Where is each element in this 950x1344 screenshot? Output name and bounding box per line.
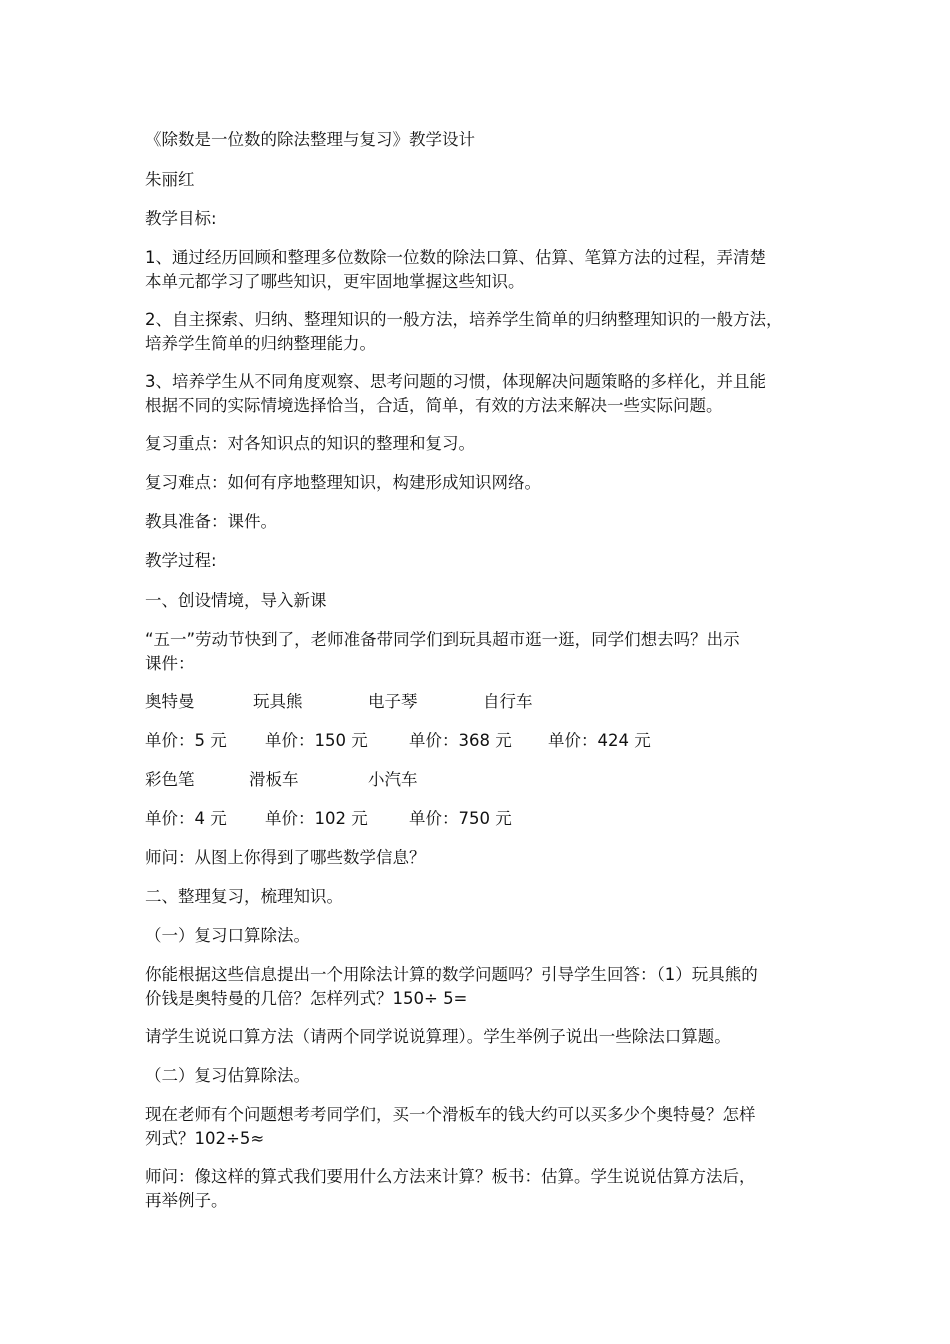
key-point: 复习重点：对各知识点的知识的整理和复习。 — [145, 434, 475, 453]
subsection-1-heading: （一）复习口算除法。 — [145, 926, 310, 945]
oral-line-2: 价钱是奥特曼的几倍？怎样列式？150÷ 5= — [145, 989, 468, 1008]
goal-3-line-2: 根据不同的实际情境选择恰当，合适，简单，有效的方法来解决一些实际问题。 — [145, 396, 723, 415]
item-name: 自行车 — [483, 692, 533, 711]
section-1-heading: 一、创设情境，导入新课 — [145, 591, 327, 610]
author-name: 朱丽红 — [145, 170, 195, 189]
teacher-question-1: 师问：从图上你得到了哪些数学信息？ — [145, 848, 426, 867]
item-name: 电子琴 — [368, 692, 418, 711]
goal-3-line-1: 3、培养学生从不同角度观察、思考问题的习惯，体现解决问题策略的多样化，并且能 — [145, 372, 766, 391]
estimation-line-2: 列式？102÷5≈ — [145, 1129, 265, 1148]
items-row-1 — [145, 690, 815, 714]
estimation-method-line-2: 再举例子。 — [145, 1191, 228, 1210]
estimation-method-paragraph — [145, 1165, 815, 1213]
subsection-2-heading: （二）复习估算除法。 — [145, 1066, 310, 1085]
item-name: 奥特曼 — [145, 692, 195, 711]
difficulty-point: 复习难点：如何有序地整理知识，构建形成知识网络。 — [145, 473, 541, 492]
prices-row-2 — [145, 807, 815, 831]
item-name: 彩色笔 — [145, 770, 195, 789]
item-price: 单价：102 元 — [265, 809, 368, 828]
goal-2 — [145, 308, 815, 356]
intro-line-1: “五一”劳动节快到了，老师准备带同学们到玩具超市逛一逛，同学们想去吗？出示 — [145, 630, 740, 649]
oral-line-1: 你能根据这些信息提出一个用除法计算的数学问题吗？引导学生回答：（1）玩具熊的 — [145, 965, 758, 984]
intro-paragraph — [145, 628, 815, 676]
estimation-method-line-1: 师问：像这样的算式我们要用什么方法来计算？板书：估算。学生说说估算方法后， — [145, 1167, 756, 1186]
section-2-heading: 二、整理复习，梳理知识。 — [145, 887, 343, 906]
item-price: 单价：750 元 — [409, 809, 512, 828]
item-price: 单价：5 元 — [145, 731, 227, 750]
item-price: 单价：424 元 — [548, 731, 651, 750]
item-name: 滑板车 — [249, 770, 299, 789]
prices-row-1 — [145, 729, 815, 753]
goal-1 — [145, 246, 815, 294]
item-price: 单价：368 元 — [409, 731, 512, 750]
materials: 教具准备：课件。 — [145, 512, 277, 531]
items-row-2 — [145, 768, 815, 792]
intro-line-2: 课件： — [145, 654, 195, 673]
process-heading: 教学过程: — [145, 551, 217, 570]
item-price: 单价：4 元 — [145, 809, 227, 828]
goal-1-line-1: 1、通过经历回顾和整理多位数除一位数的除法口算、估算、笔算方法的过程，弄清楚 — [145, 248, 766, 267]
estimation-paragraph — [145, 1103, 815, 1151]
estimation-line-1: 现在老师有个问题想考考同学们，买一个滑板车的钱大约可以买多少个奥特曼？怎样 — [145, 1105, 756, 1124]
goal-2-line-1: 2、自主探索、归纳、整理知识的一般方法，培养学生简单的归纳整理知识的一般方法， — [145, 310, 783, 329]
oral-method-paragraph: 请学生说说口算方法（请两个同学说说算理）。学生举例子说出一些除法口算题。 — [145, 1027, 731, 1046]
item-name: 玩具熊 — [253, 692, 303, 711]
item-price: 单价：150 元 — [265, 731, 368, 750]
goals-heading: 教学目标: — [145, 209, 217, 228]
goal-2-line-2: 培养学生简单的归纳整理能力。 — [145, 334, 376, 353]
goal-3 — [145, 370, 815, 418]
oral-division-paragraph — [145, 963, 815, 1011]
document-title: 《除数是一位数的除法整理与复习》教学设计 — [145, 130, 475, 149]
item-name: 小汽车 — [368, 770, 418, 789]
goal-1-line-2: 本单元都学习了哪些知识，更牢固地掌握这些知识。 — [145, 272, 525, 291]
